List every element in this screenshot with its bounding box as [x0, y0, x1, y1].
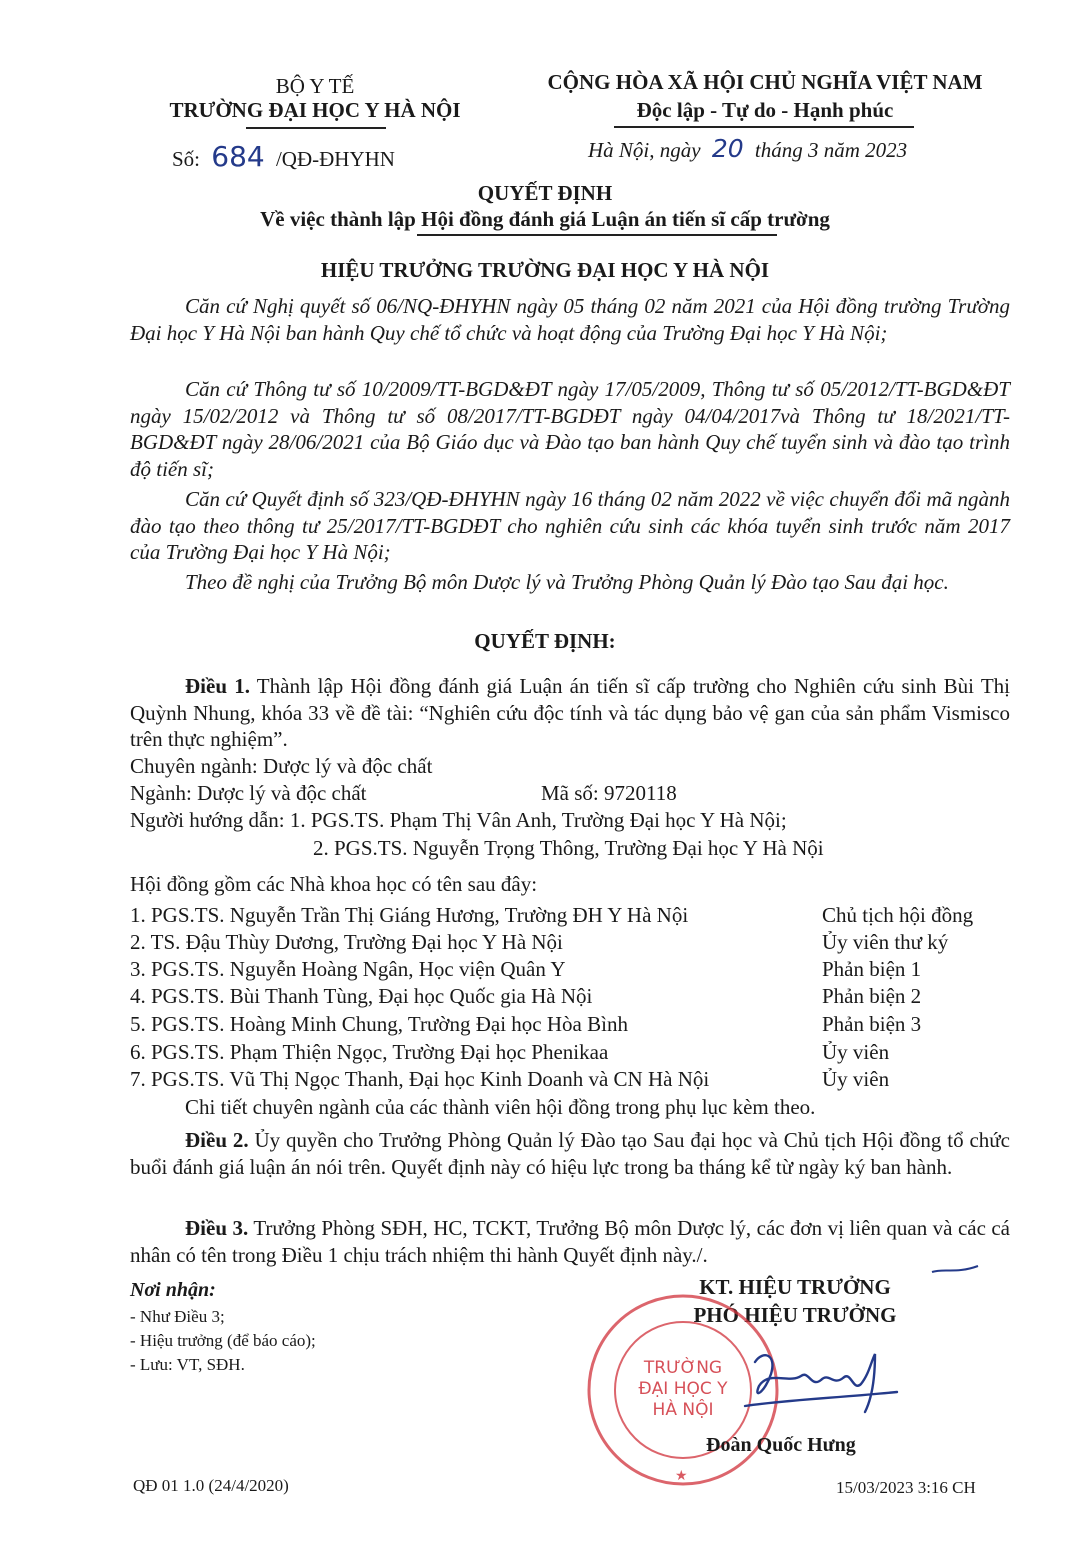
supervisor-2: 2. PGS.TS. Nguyễn Trọng Thông, Trường Đại học Y Hà Nội	[313, 836, 824, 860]
recipient-item: - Như Điều 3;	[130, 1307, 225, 1326]
council-member-name: 5. PGS.TS. Hoàng Minh Chung, Trường Đại học Hòa Bình	[130, 1012, 628, 1036]
major-code: Mã số: 9720118	[541, 781, 677, 805]
decision-number	[172, 140, 395, 173]
subject-underline	[417, 234, 777, 236]
number-handwritten: 684	[211, 140, 265, 173]
council-member-name: 4. PGS.TS. Bùi Thanh Tùng, Đại học Quốc gia Hà Nội	[130, 984, 593, 1008]
article-1-label: Điều 1.	[185, 674, 250, 698]
date-suffix: tháng 3 năm 2023	[754, 138, 908, 162]
stamp-line: TRƯỜNG	[643, 1358, 723, 1378]
council-member-name: 1. PGS.TS. Nguyễn Trần Thị Giáng Hương, Trường ĐH Y Hà Nội	[130, 903, 689, 927]
supervisor-1: Người hướng dẫn: 1. PGS.TS. Phạm Thị Vân Anh, Trường Đại học Y Hà Nội;	[130, 808, 787, 832]
initial-flourish	[930, 1258, 982, 1280]
basis-decision: Căn cứ Quyết định số 323/QĐ-ĐHYHN ngày 16 tháng 02 năm 2022 về việc chuyển đổi mã ngành đào tạo theo thông tư 25/2017/TT-BGDĐT cho nghiên cứu sinh các khóa tuyển sinh trước năm 2017 của Trường Đại học Y Hà Nội;	[130, 487, 1010, 564]
council-member-role: Ủy viên thư ký	[822, 930, 949, 954]
article-3-label: Điều 3.	[185, 1216, 249, 1240]
issuing-authority: HIỆU TRƯỞNG TRƯỜNG ĐẠI HỌC Y HÀ NỘI	[320, 258, 770, 282]
article-3	[130, 1215, 1010, 1268]
date-day-handwritten: 20	[711, 134, 744, 163]
council-member-name: 3. PGS.TS. Nguyễn Hoàng Ngân, Học viện Quân Y	[130, 957, 566, 981]
handwritten-signature	[725, 1340, 905, 1420]
council-member-role: Chủ tịch hội đồng	[822, 903, 974, 927]
recipients-label: Nơi nhận:	[130, 1279, 216, 1301]
article-1	[130, 673, 1010, 753]
stamp-line: ĐẠI HỌC Y	[638, 1379, 728, 1399]
council-member-role: Ủy viên	[822, 1067, 890, 1091]
article-2-text: Ủy quyền cho Trưởng Phòng Quản lý Đào tạo Sau đại học và Chủ tịch Hội đồng tổ chức buổi đánh giá luận án nói trên. Quyết định này có hiệu lực trong ba tháng kể từ ngày ký ban hành.	[130, 1128, 1010, 1179]
issue-date	[588, 134, 907, 163]
appendix-note: Chi tiết chuyên ngành của các thành viên hội đồng trong phụ lục kèm theo.	[185, 1095, 816, 1119]
article-3-text: Trưởng Phòng SĐH, HC, TCKT, Trưởng Bộ môn Dược lý, các đơn vị liên quan và các cá nhân có tên trong Điều 1 chịu trách nhiệm thi hành Quyết định này./.	[130, 1216, 1011, 1267]
council-member-role: Phản biện 1	[822, 957, 922, 981]
signature-title-2: PHÓ HIỆU TRƯỞNG	[693, 1303, 897, 1327]
recipient-item: - Lưu: VT, SĐH.	[130, 1355, 245, 1374]
council-member-role: Phản biện 2	[822, 984, 922, 1008]
council-member-name: 2. TS. Đậu Thùy Dương, Trường Đại học Y Hà Nội	[130, 930, 563, 954]
national-motto: Độc lập - Tự do - Hạnh phúc	[636, 98, 894, 122]
article-1-text: Thành lập Hội đồng đánh giá Luận án tiến sĩ cấp trường cho Nghiên cứu sinh Bùi Thị Quỳnh Nhung, khóa 33 về đề tài: “Nghiên cứu độc tính và tác dụng bảo vệ gan của sản phẩm Vismisco trên thực nghiệm”.	[130, 674, 1010, 751]
number-prefix: Số:	[172, 147, 201, 171]
document-heading: QUYẾT ĐỊNH	[477, 181, 613, 205]
ministry-name: BỘ Y TẾ	[275, 74, 355, 98]
republic-title: CỘNG HÒA XÃ HỘI CHỦ NGHĨA VIỆT NAM	[547, 70, 983, 94]
print-timestamp: 15/03/2023 3:16 CH	[836, 1478, 976, 1497]
council-member-role: Ủy viên	[822, 1040, 890, 1064]
decision-heading: QUYẾT ĐỊNH:	[474, 629, 616, 653]
council-member-name: 7. PGS.TS. Vũ Thị Ngọc Thanh, Đại học Kinh Doanh và CN Hà Nội	[130, 1067, 710, 1091]
basis-proposal: Theo đề nghị của Trưởng Bộ môn Dược lý và Trưởng Phòng Quản lý Đào tạo Sau đại học.	[185, 570, 949, 594]
document-subject: Về việc thành lập Hội đồng đánh giá Luận án tiến sĩ cấp trường	[260, 207, 830, 231]
signature-title-1: KT. HIỆU TRƯỞNG	[699, 1275, 891, 1299]
stamp-star-icon: ★	[675, 1469, 688, 1484]
recipient-item: - Hiệu trưởng (để báo cáo);	[130, 1331, 316, 1350]
university-underline	[246, 127, 386, 129]
article-2	[130, 1127, 1010, 1180]
stamp-line: HÀ NỘI	[652, 1400, 714, 1420]
basis-resolution: Căn cứ Nghị quyết số 06/NQ-ĐHYHN ngày 05 tháng 02 năm 2021 của Hội đồng trường Trường Đại học Y Hà Nội ban hành Quy chế tổ chức và hoạt động của Trường Đại học Y Hà Nội;	[130, 294, 1010, 345]
council-intro: Hội đồng gồm các Nhà khoa học có tên sau đây:	[130, 872, 538, 896]
basis-circulars: Căn cứ Thông tư số 10/2009/TT-BGD&ĐT ngày 17/05/2009, Thông tư số 05/2012/TT-BGD&ĐT ngày 15/02/2012 và Thông tư số 08/2017/TT-BGDĐT ngày 04/04/2017và Thông tư 18/2021/TT-BGD&ĐT ngày 28/06/2021 của Bộ Giáo dục và Đào tạo ban hành Quy chế tuyển sinh và đào tạo trình độ tiến sĩ;	[130, 377, 1010, 481]
article-2-label: Điều 2.	[185, 1128, 249, 1152]
specialty: Chuyên ngành: Dược lý và độc chất	[130, 754, 433, 778]
date-prefix: Hà Nội, ngày	[588, 138, 701, 162]
council-member-role: Phản biện 3	[822, 1012, 922, 1036]
signer-name: Đoàn Quốc Hưng	[706, 1434, 856, 1456]
council-member-name: 6. PGS.TS. Phạm Thiện Ngọc, Trường Đại học Phenikaa	[130, 1040, 609, 1064]
form-code: QĐ 01 1.0 (24/4/2020)	[133, 1476, 289, 1495]
university-name: TRƯỜNG ĐẠI HỌC Y HÀ NỘI	[169, 98, 461, 122]
major: Ngành: Dược lý và độc chất	[130, 781, 367, 805]
number-suffix: /QĐ-ĐHYHN	[275, 147, 395, 171]
motto-underline	[614, 126, 914, 128]
